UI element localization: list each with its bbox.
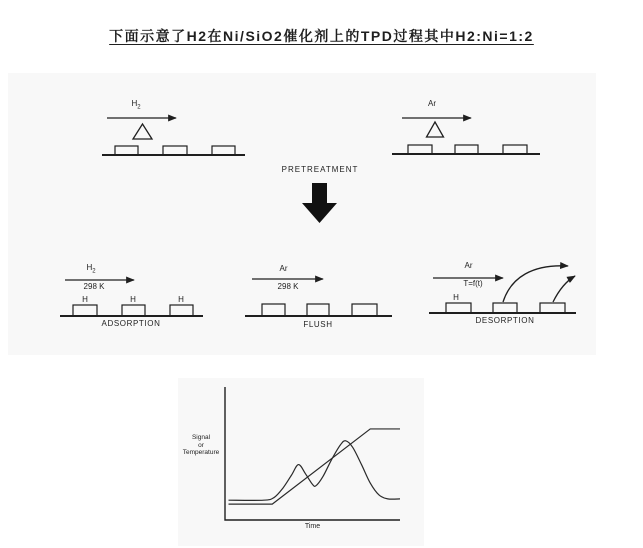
adsorbed-h-label: H bbox=[178, 295, 184, 304]
panel-desorption bbox=[429, 266, 576, 313]
tpd-process-diagram bbox=[8, 73, 596, 355]
chart-canvas bbox=[178, 378, 424, 546]
pretreatment-label: PRETREATMENT bbox=[281, 165, 359, 174]
adsorbed-h-label: H bbox=[130, 295, 136, 304]
catalyst-particle bbox=[540, 303, 565, 313]
chart-x-axis-label: Time bbox=[304, 523, 321, 530]
adsorption-caption: ADSORPTION bbox=[101, 319, 161, 328]
tpd-chart bbox=[178, 378, 424, 546]
y-axis-label-line: or bbox=[198, 441, 204, 449]
panel-pretreat-h2 bbox=[102, 118, 245, 155]
flush-caption: FLUSH bbox=[303, 320, 333, 329]
gas-label-ar: Ar bbox=[428, 99, 436, 108]
adsorption-gas-label: $H_2$ bbox=[86, 263, 96, 275]
catalyst-particle bbox=[307, 304, 329, 316]
y-axis-label-line: Signal bbox=[191, 434, 211, 441]
catalyst-particle bbox=[408, 145, 432, 154]
catalyst-particle bbox=[115, 146, 138, 155]
catalyst-particle bbox=[503, 145, 527, 154]
catalyst-particle bbox=[122, 305, 145, 316]
chart-curve-temperature-ramp bbox=[229, 429, 401, 504]
catalyst-particle bbox=[455, 145, 478, 154]
heat-delta-icon bbox=[427, 122, 444, 137]
gas-label-h2: $H_2$ bbox=[131, 99, 141, 111]
desorbing-arrow bbox=[553, 276, 575, 302]
panel-pretreat-ar bbox=[392, 118, 540, 154]
pretreatment-down-arrow bbox=[302, 183, 337, 223]
chart-y-axis-label bbox=[178, 434, 224, 457]
catalyst-particle bbox=[170, 305, 193, 316]
y-axis-label-line: Temperature bbox=[182, 449, 220, 456]
catalyst-particle bbox=[73, 305, 97, 316]
gas-subscript: 2 bbox=[137, 104, 141, 111]
desorption-caption: DESORPTION bbox=[475, 316, 535, 325]
catalyst-particle bbox=[493, 303, 517, 313]
desorbing-arrow bbox=[503, 266, 568, 302]
heat-delta-icon bbox=[133, 124, 152, 139]
chart-curve-tpd-signal bbox=[229, 441, 401, 501]
desorption-gas-label: Ar bbox=[464, 261, 473, 270]
catalyst-particle bbox=[212, 146, 235, 155]
desorption-temperature-program-label: T=f(t) bbox=[463, 279, 483, 288]
flush-temperature-label: 298 K bbox=[277, 282, 299, 291]
catalyst-particle bbox=[446, 303, 471, 313]
adsorbed-h-label: H bbox=[82, 295, 88, 304]
catalyst-particle bbox=[163, 146, 187, 155]
adsorbed-h-label: H bbox=[453, 293, 459, 302]
diagram-linework bbox=[8, 73, 596, 355]
adsorption-temperature-label: 298 K bbox=[83, 282, 105, 291]
catalyst-particle bbox=[352, 304, 377, 316]
gas-subscript: 2 bbox=[92, 268, 96, 275]
chart-curves bbox=[229, 429, 401, 504]
catalyst-particle bbox=[262, 304, 285, 316]
page-title: 下面示意了H2在Ni/SiO2催化剂上的TPD过程其中H2:Ni=1:2 bbox=[109, 28, 534, 44]
flush-gas-label: Ar bbox=[279, 264, 288, 273]
